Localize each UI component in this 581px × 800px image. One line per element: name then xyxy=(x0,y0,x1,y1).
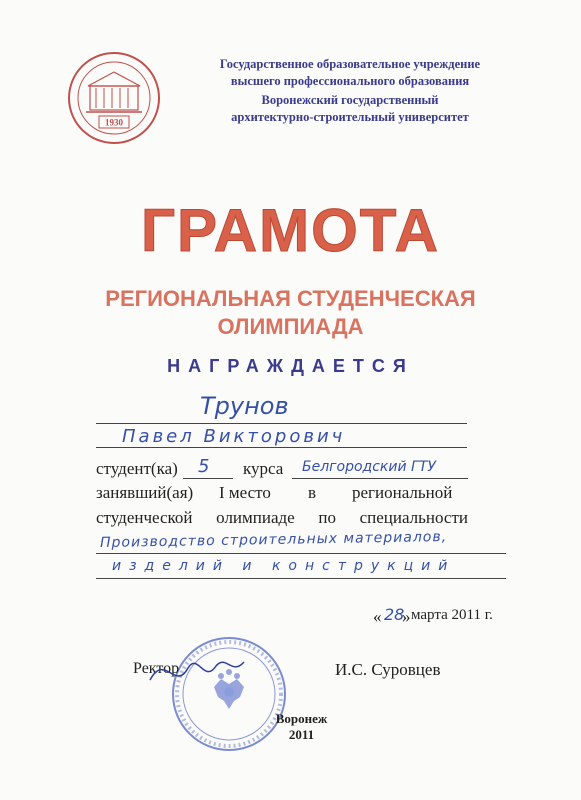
footer-city: Воронеж xyxy=(275,711,328,726)
subtitle-line-2: ОЛИМПИАДА xyxy=(217,314,364,339)
specialty-line-2: изделий и конструкций xyxy=(112,558,456,574)
date-open-quote: « xyxy=(373,607,382,626)
date-day: 28 xyxy=(384,605,405,624)
rector-name: И.С. Суровцев xyxy=(335,660,441,679)
place-in: в xyxy=(308,483,317,502)
olympiad-text: студенческой олимпиаде по специальности xyxy=(96,508,468,527)
institution-line-4: архитектурно-строительный университет xyxy=(231,110,469,124)
recipient-surname: Трунов xyxy=(200,392,289,420)
specialty-underline-1 xyxy=(96,553,506,554)
university-logo xyxy=(66,50,162,146)
date-close-quote: » xyxy=(402,607,411,626)
course-line xyxy=(183,478,233,479)
institution-line-2: высшего профессионального образования xyxy=(230,74,470,88)
university-line xyxy=(292,478,468,479)
rector-signature xyxy=(140,640,260,700)
university-handwritten: Белгородский ГТУ xyxy=(302,459,436,475)
recipient-name: Павел Викторович xyxy=(122,426,346,447)
rector-label: Ректор xyxy=(133,660,180,677)
logo-year: 1930 xyxy=(105,117,123,128)
awarded-heading: НАГРАЖДАЕТСЯ xyxy=(167,356,414,376)
name-line xyxy=(96,447,467,448)
page-title: ГРАМОТА xyxy=(141,197,440,264)
institution-line-3: Воронежский государственный xyxy=(261,93,439,107)
institution-line-1: Государственное образовательное учреждение xyxy=(219,57,481,71)
footer-year: 2011 xyxy=(288,727,315,742)
date-rest: марта 2011 г. xyxy=(411,607,493,623)
specialty-line-1: Производство строительных материалов, xyxy=(99,528,448,552)
course-value: 5 xyxy=(198,456,210,477)
subtitle-line-1: РЕГИОНАЛЬНАЯ СТУДЕНЧЕСКАЯ xyxy=(105,286,476,311)
surname-line xyxy=(96,423,467,424)
course-label: курса xyxy=(243,459,284,478)
place-regional: региональной xyxy=(352,483,453,502)
place-value: I место xyxy=(219,483,271,502)
place-prefix: занявший(ая) xyxy=(96,483,194,502)
student-label: студент(ка) xyxy=(96,459,178,478)
specialty-underline-2 xyxy=(96,578,506,579)
